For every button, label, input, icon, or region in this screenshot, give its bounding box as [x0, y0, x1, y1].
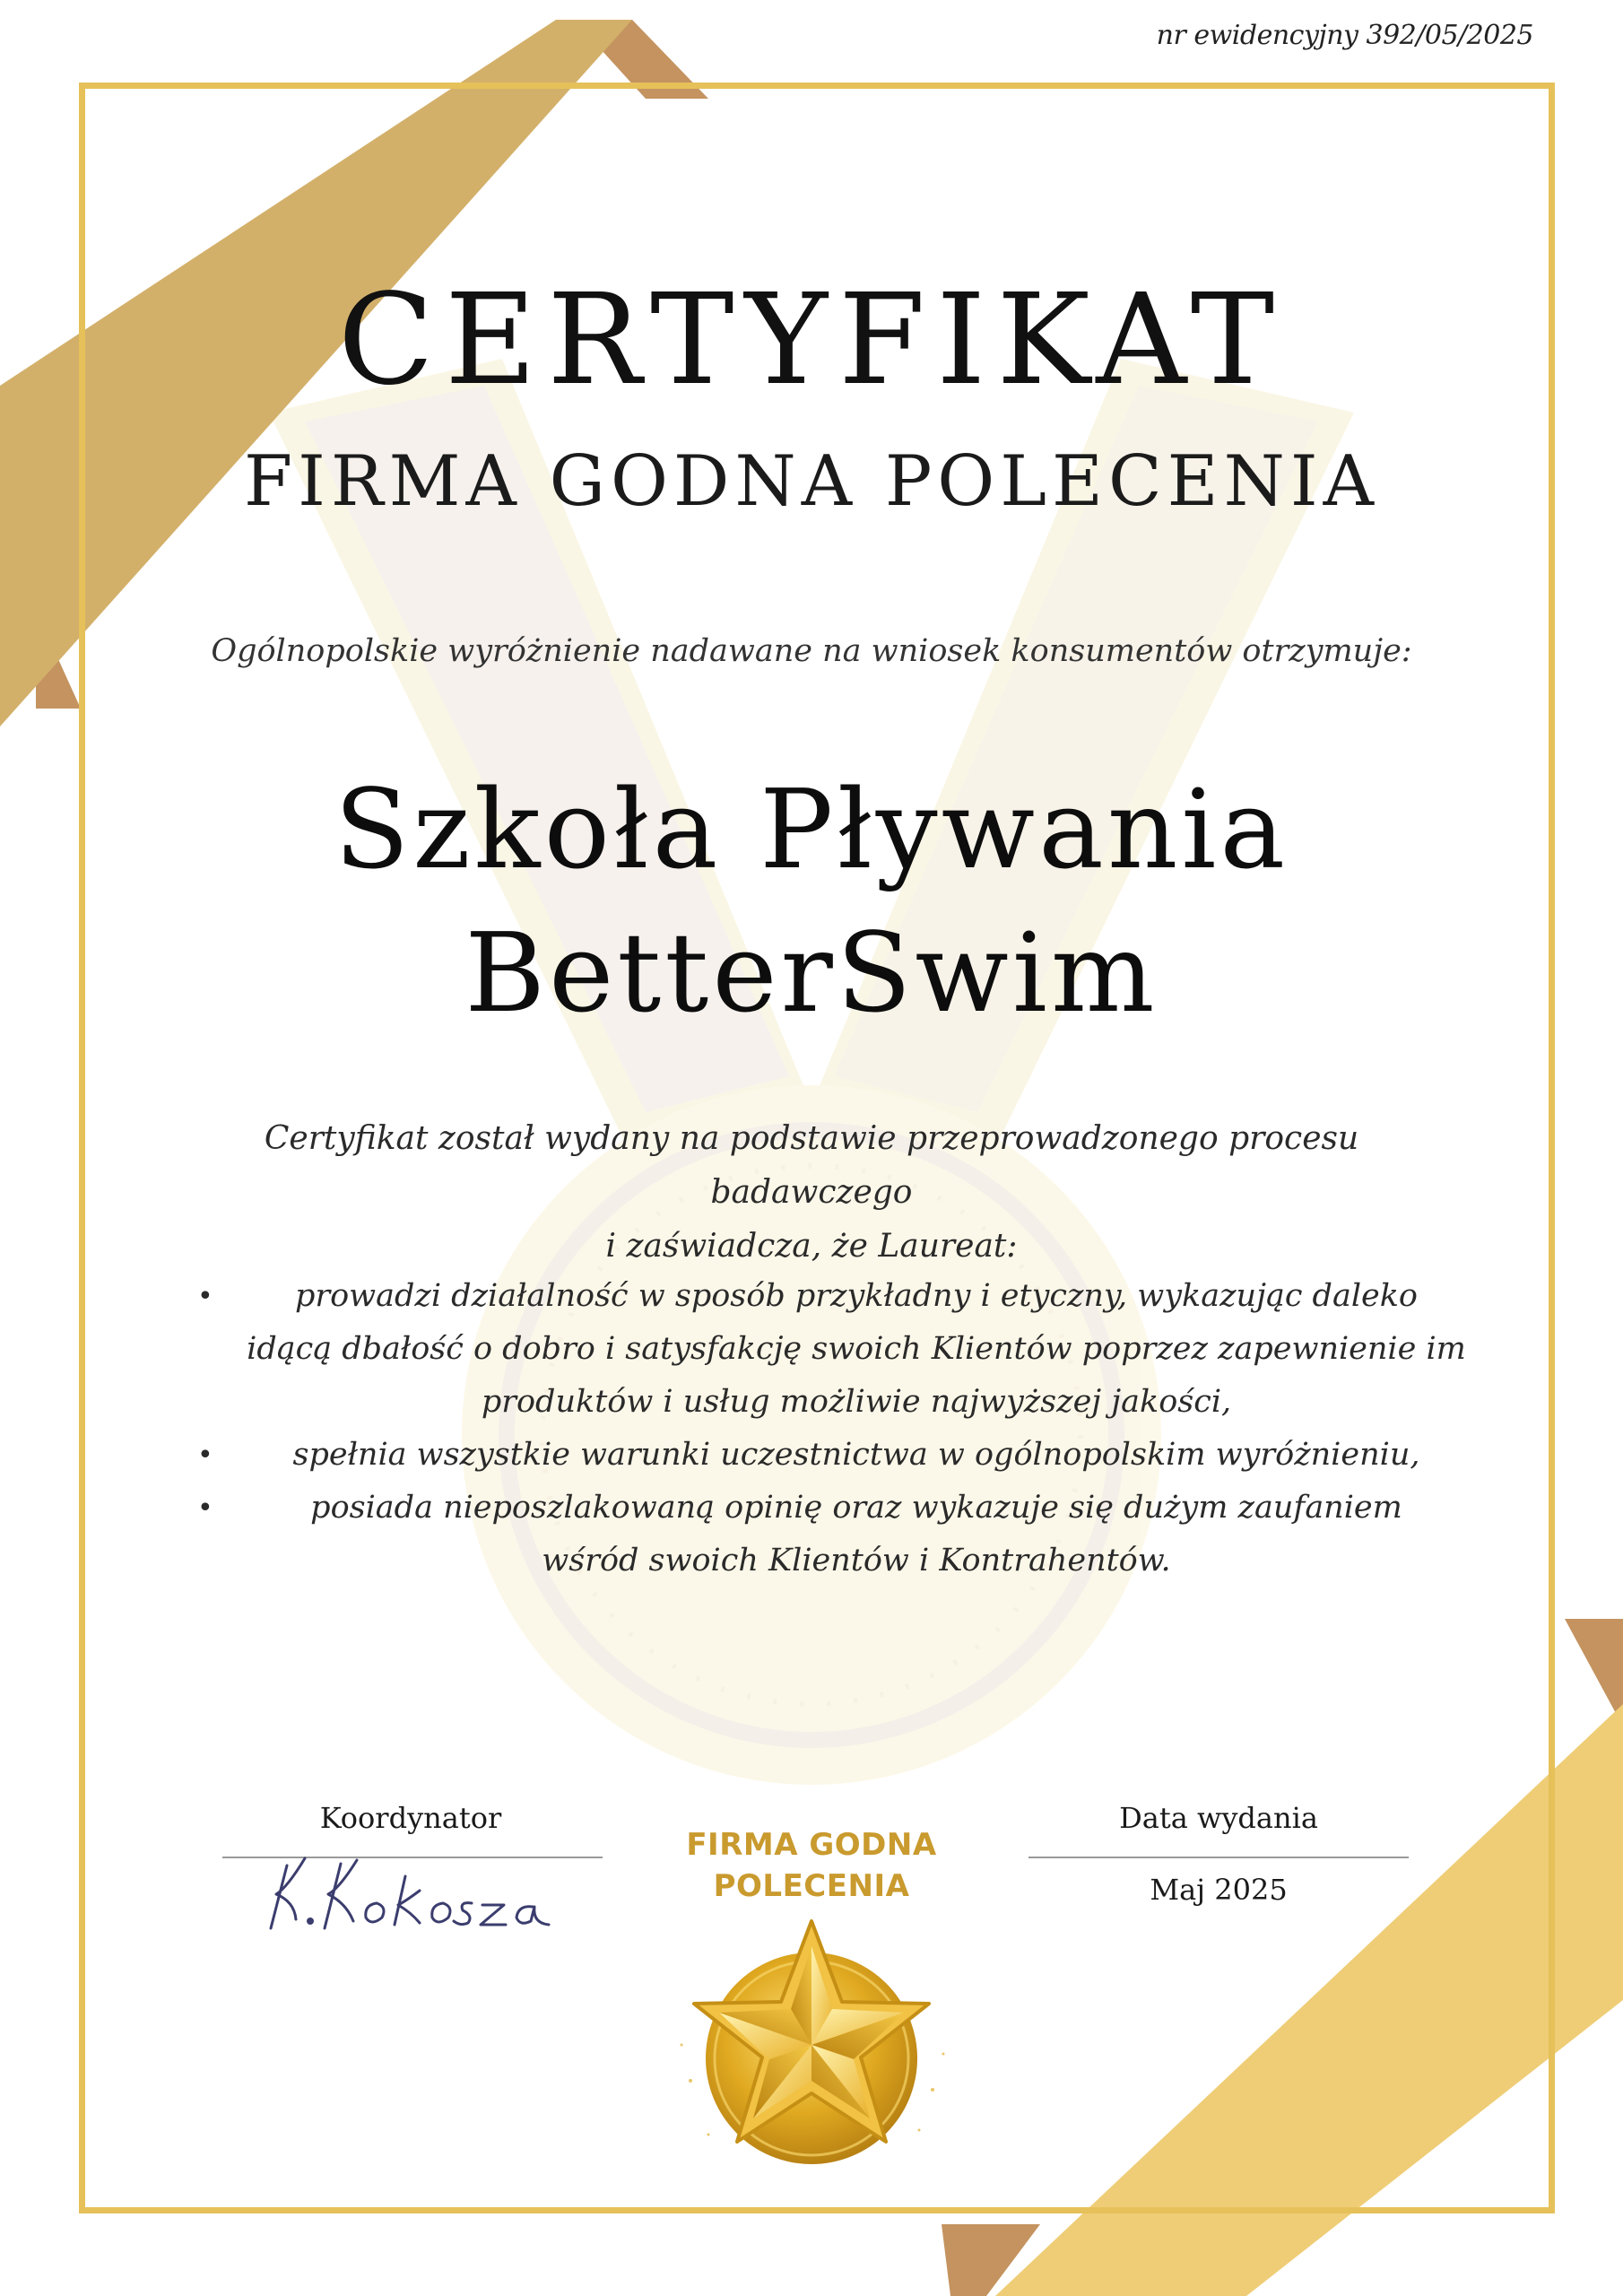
gold-star-medal-icon [664, 1910, 959, 2179]
company-name-line-2: BetterSwim [464, 909, 1159, 1037]
bullet-icon: • [197, 1281, 213, 1312]
issue-date-value: Maj 2025 [1150, 1873, 1288, 1907]
certificate-basis [161, 1112, 1462, 1274]
company-name-line-1: Szkoła Pływania [334, 766, 1289, 893]
basis-line-1: Certyfikat został wydany na podstawie przeprowadzonego procesu badawczego [264, 1120, 1359, 1211]
bullet-icon: • [197, 1439, 213, 1471]
criteria-item: • prowadzi działalność w sposób przykładny i etyczny, wykazując daleko idącą dbałość o dobro i satysfakcję swoich Klientów poprzez zapewnienie im produktów i usług możliwie najwyższej jakości, [197, 1270, 1480, 1429]
serial-number: nr ewidencyjny 392/05/2025 [1156, 20, 1533, 51]
coordinator-signature [260, 1839, 565, 1937]
criteria-item: • spełnia wszystkie warunki uczestnictwa w ogólnopolskim wyróżnieniu, [197, 1429, 1480, 1482]
basis-line-2: i zaświadcza, że Laureat: [605, 1228, 1018, 1265]
bullet-icon: • [197, 1492, 213, 1524]
criteria-list [197, 1270, 1480, 1587]
criteria-item: • posiada nieposzlakowaną opinię oraz wykazuje się dużym zaufaniem wśród swoich Klientów i Kontrahentów. [197, 1482, 1480, 1587]
issue-date-line [1028, 1857, 1409, 1858]
company-name [0, 758, 1623, 1045]
badge-title-line-2: POLECENIA [713, 1868, 910, 1904]
badge-title [646, 1824, 977, 1907]
award-intro: Ogólnopolskie wyróżnienie nadawane na wniosek konsumentów otrzymuje: [211, 633, 1412, 669]
certificate-subtitle: FIRMA GODNA POLECENIA [244, 441, 1379, 522]
badge-title-line-1: FIRMA GODNA [686, 1827, 937, 1863]
coordinator-label: Koordynator [319, 1801, 502, 1835]
issue-date-label: Data wydania [1119, 1801, 1318, 1835]
certificate-title: CERTYFIKAT [337, 267, 1286, 413]
